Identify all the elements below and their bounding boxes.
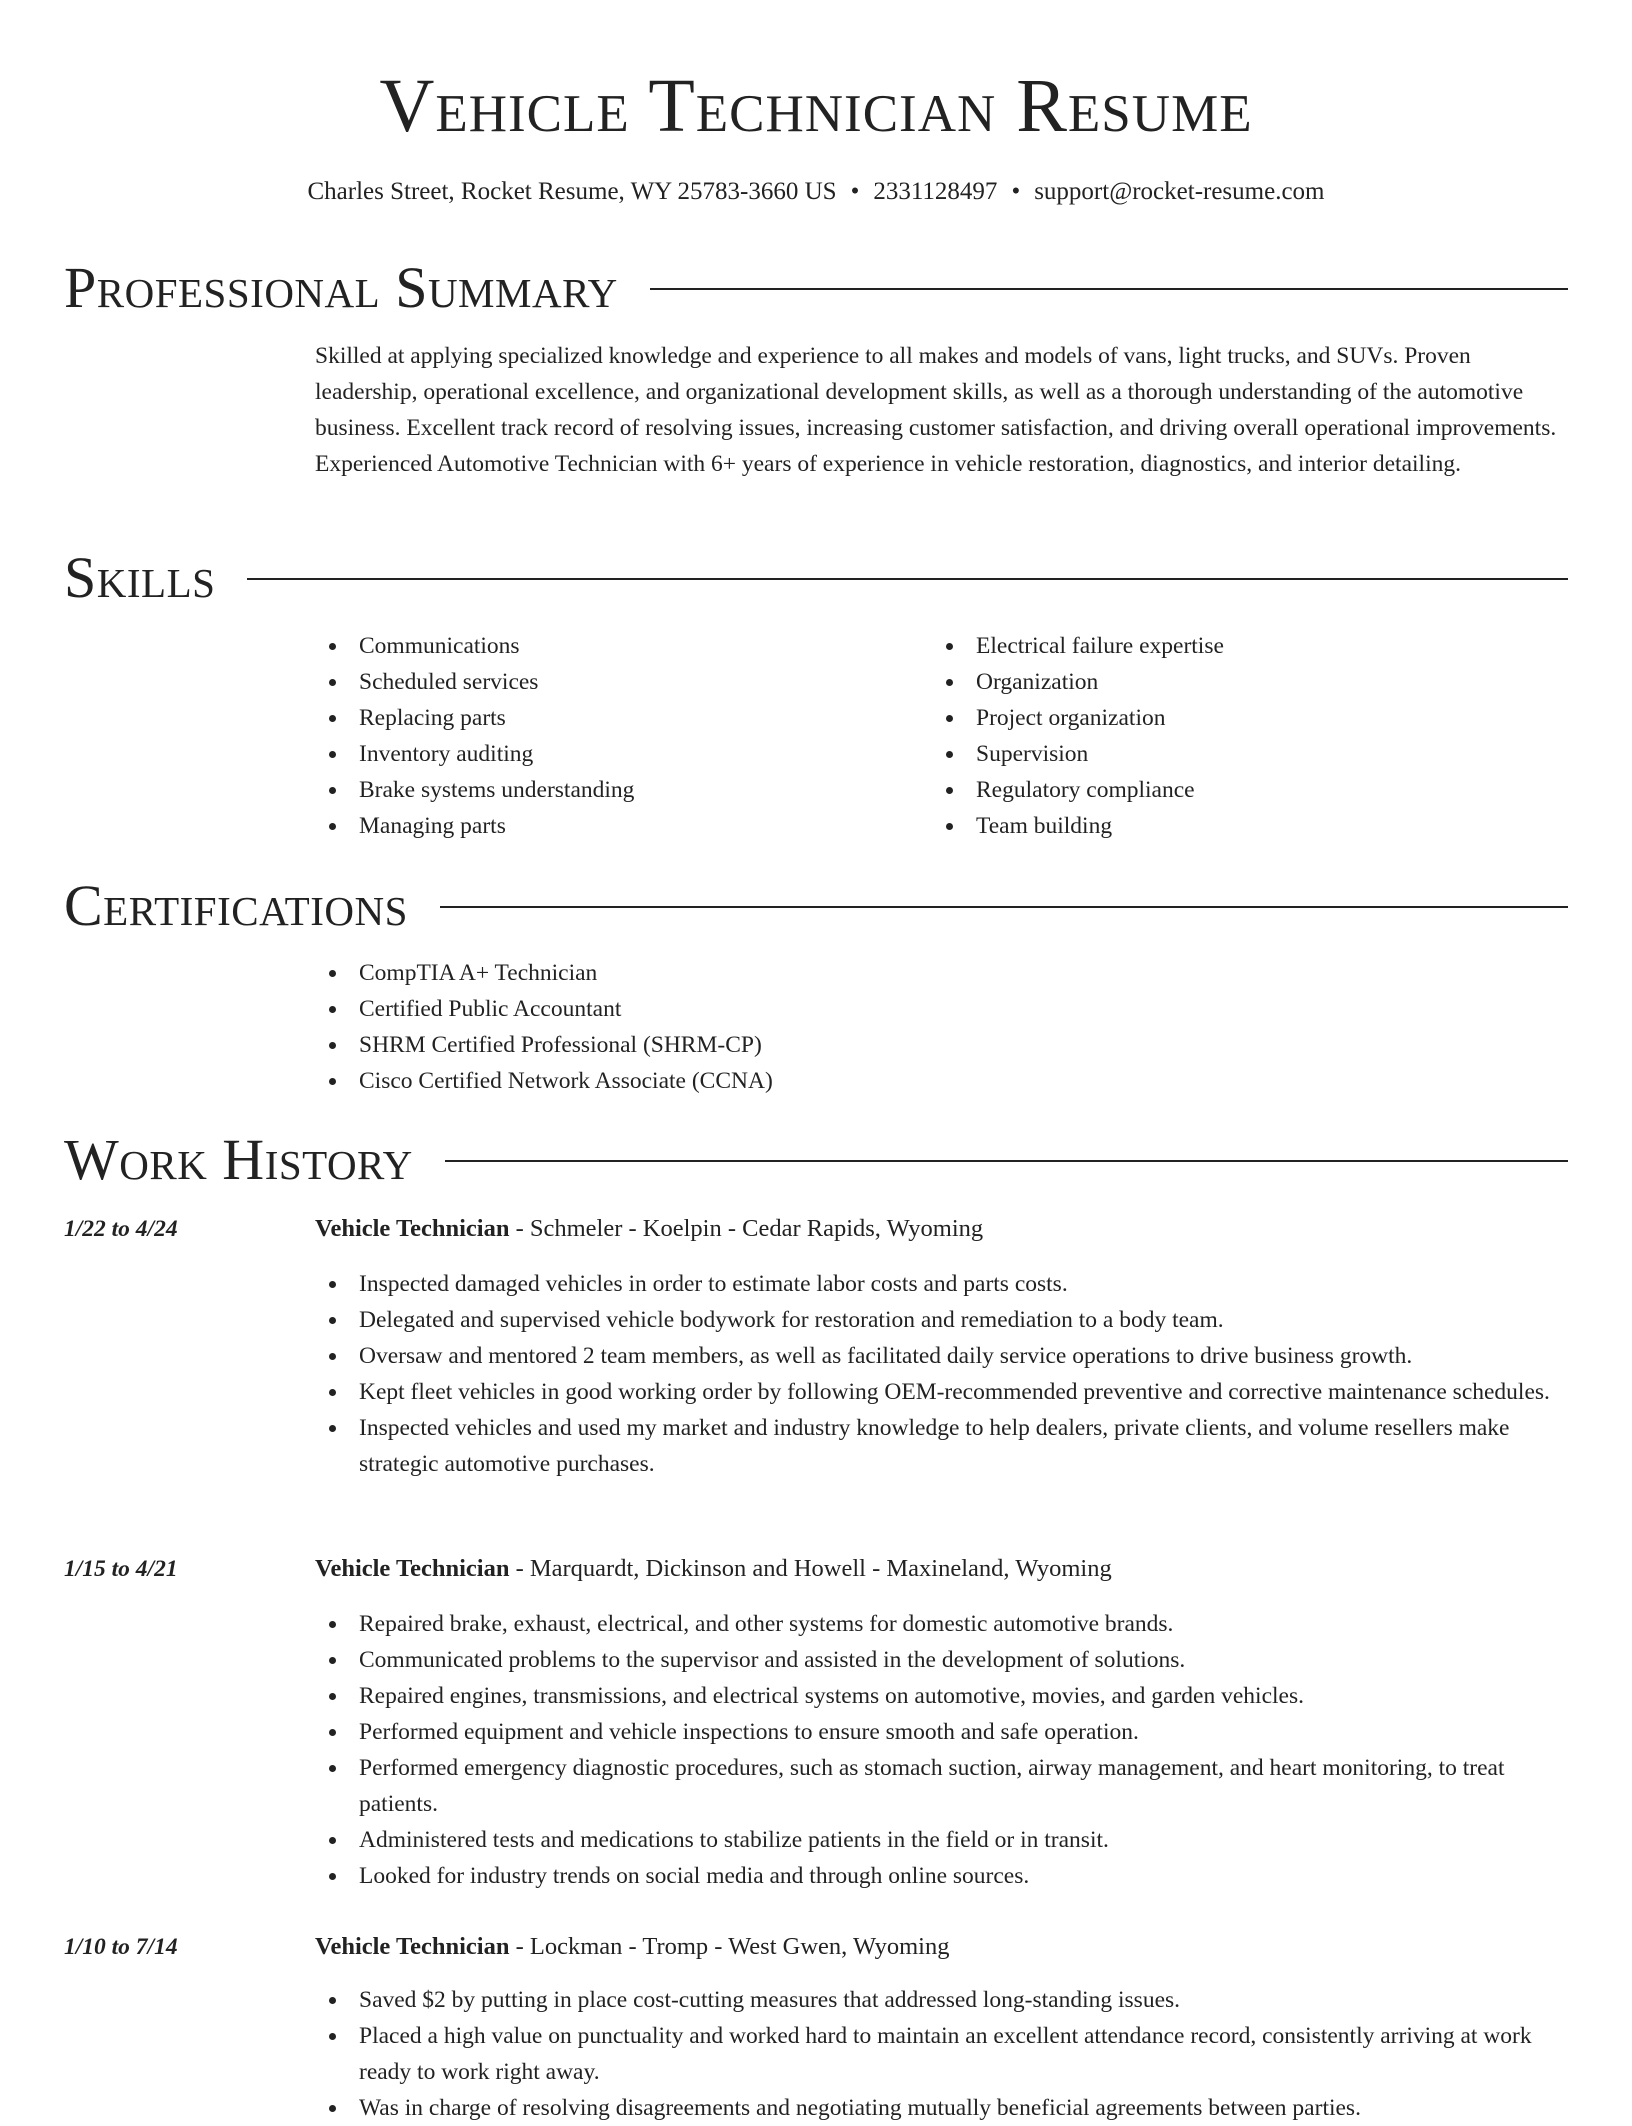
skill-item: Regulatory compliance [932, 772, 1532, 808]
certifications-list [315, 955, 1515, 1099]
job-duties-list [315, 1266, 1568, 1482]
job-duty: Placed a high value on punctuality and worked hard to maintain an excellent attendance record, consistently arriving at work ready to work right away. [315, 2018, 1568, 2090]
job-duty: Performed equipment and vehicle inspections to ensure smooth and safe operation. [315, 1714, 1568, 1750]
section-title: Professional Summary [64, 255, 618, 320]
job-duty: Inspected damaged vehicles in order to estimate labor costs and parts costs. [315, 1266, 1568, 1302]
section-title: Skills [64, 545, 216, 610]
section-header-certifications [64, 871, 1568, 941]
job-employer: - Schmeler - Koelpin - Cedar Rapids, Wyoming [509, 1215, 984, 1242]
skill-item: Communications [315, 628, 915, 664]
job-duties-list [315, 1982, 1568, 2126]
job-duties-list [315, 1606, 1568, 1894]
certification-item: Cisco Certified Network Associate (CCNA) [315, 1063, 1515, 1099]
job-title: Vehicle Technician [315, 1215, 510, 1242]
job-title: Vehicle Technician [315, 1555, 510, 1582]
section-divider [650, 288, 1568, 290]
job-duty: Communicated problems to the supervisor and assisted in the development of solutions. [315, 1642, 1568, 1678]
separator: • [850, 178, 860, 205]
job-duty: Saved $2 by putting in place cost-cutting measures that addressed long-standing issues. [315, 1982, 1568, 2018]
certification-item: Certified Public Accountant [315, 991, 1515, 1027]
section-divider [247, 578, 1568, 580]
summary-text: Skilled at applying specialized knowledge and experience to all makes and models of vans, light trucks, and SUVs. Proven leadership, operational excellence, and organizational development skills, as well as a thorough understanding of the automotive business. Excellent track record of resolving issues, increasing customer satisfaction, and driving overall operational improvements. Experienced Automotive Technician with 6+ years of experience in vehicle restoration, diagnostics, and interior detailing. [315, 343, 1557, 477]
skills-list-right [932, 628, 1532, 844]
certification-item: CompTIA A+ Technician [315, 955, 1515, 991]
section-divider [440, 906, 1568, 908]
phone: 2331128497 [873, 178, 998, 205]
skill-item: Brake systems understanding [315, 772, 915, 808]
section-header-summary [64, 253, 1568, 323]
contact-line [0, 172, 1632, 212]
skill-item: Organization [932, 664, 1532, 700]
section-divider [445, 1160, 1568, 1162]
job-dates: 1/15 to 4/21 [64, 1556, 178, 1582]
separator: • [1011, 178, 1021, 205]
job-duty: Administered tests and medications to stabilize patients in the field or in transit. [315, 1822, 1568, 1858]
job-dates: 1/22 to 4/24 [64, 1216, 178, 1242]
skills-list-left [315, 628, 915, 844]
job-duty: Repaired engines, transmissions, and electrical systems on automotive, movies, and garden vehicles. [315, 1678, 1568, 1714]
section-header-skills [64, 543, 1568, 613]
job-heading [315, 1211, 1568, 1247]
job-duty: Repaired brake, exhaust, electrical, and other systems for domestic automotive brands. [315, 1606, 1568, 1642]
job-duty: Was in charge of resolving disagreements and negotiating mutually beneficial agreements between parties. [315, 2090, 1568, 2126]
job-duty: Oversaw and mentored 2 team members, as well as facilitated daily service operations to drive business growth. [315, 1338, 1568, 1374]
job-duty: Performed emergency diagnostic procedures, such as stomach suction, airway management, and heart monitoring, to treat patients. [315, 1750, 1568, 1822]
skill-item: Managing parts [315, 808, 915, 844]
job-heading [315, 1929, 1568, 1965]
job-duty: Delegated and supervised vehicle bodywork for restoration and remediation to a body team. [315, 1302, 1568, 1338]
resume-title: Vehicle Technician Resume [379, 64, 1253, 148]
section-title: Work History [64, 1127, 413, 1192]
job-duty: Kept fleet vehicles in good working order by following OEM-recommended preventive and corrective maintenance schedules. [315, 1374, 1568, 1410]
job-heading [315, 1551, 1568, 1587]
job-title: Vehicle Technician [315, 1933, 510, 1960]
job-employer: - Marquardt, Dickinson and Howell - Maxineland, Wyoming [509, 1555, 1112, 1582]
section-title: Certifications [64, 873, 408, 938]
job-employer: - Lockman - Tromp - West Gwen, Wyoming [509, 1933, 950, 1960]
skill-item: Scheduled services [315, 664, 915, 700]
job-dates: 1/10 to 7/14 [64, 1934, 178, 1960]
section-header-work-history [64, 1125, 1568, 1195]
job-duty: Inspected vehicles and used my market and industry knowledge to help dealers, private clients, and volume resellers make strategic automotive purchases. [315, 1410, 1568, 1482]
job-duty: Looked for industry trends on social media and through online sources. [315, 1858, 1568, 1894]
certification-item: SHRM Certified Professional (SHRM-CP) [315, 1027, 1515, 1063]
skill-item: Inventory auditing [315, 736, 915, 772]
skill-item: Team building [932, 808, 1532, 844]
address: Charles Street, Rocket Resume, WY 25783-3660 US [307, 178, 837, 205]
skill-item: Supervision [932, 736, 1532, 772]
skill-item: Project organization [932, 700, 1532, 736]
email: support@rocket-resume.com [1034, 178, 1325, 205]
skill-item: Replacing parts [315, 700, 915, 736]
skill-item: Electrical failure expertise [932, 628, 1532, 664]
